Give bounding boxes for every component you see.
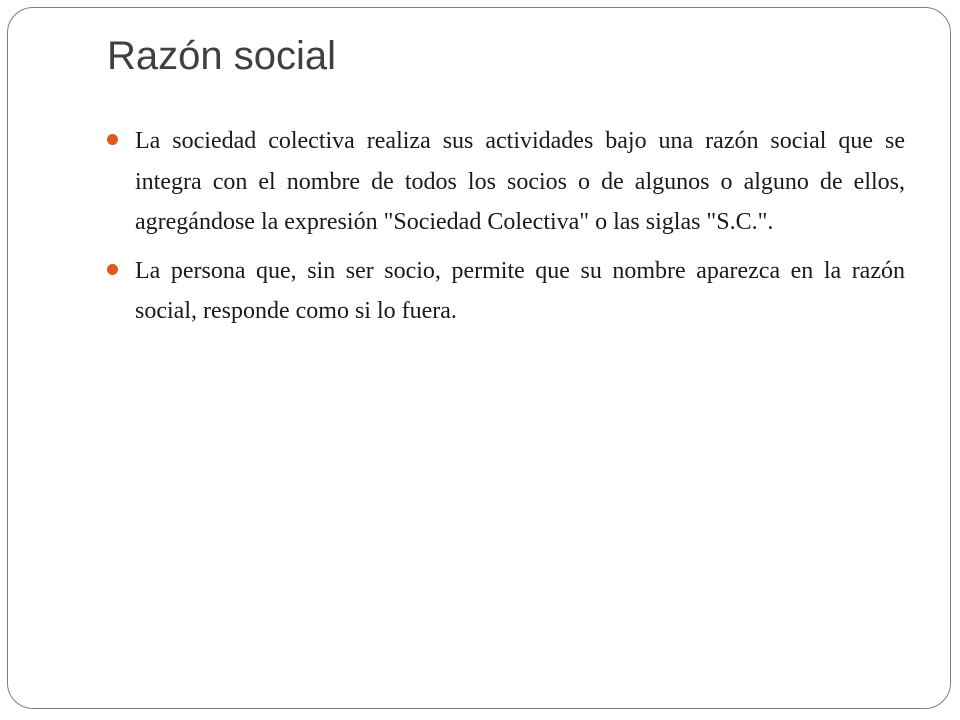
bullet-dot-icon xyxy=(107,264,118,275)
bullet-item xyxy=(105,251,905,332)
slide-title: Razón social xyxy=(107,34,337,78)
bullet-dot-icon xyxy=(107,134,118,145)
bullet-list xyxy=(105,121,905,340)
bullet-text: La sociedad colectiva realiza sus actividades bajo una razón social que se integra con el nombre de todos los socios o de algunos o alguno de ellos, agregándose la expresión "Sociedad Colectiva" o las siglas "S.C.". xyxy=(135,128,905,235)
slide-frame xyxy=(7,7,951,709)
bullet-text: La persona que, sin ser socio, permite que su nombre aparezca en la razón social, responde como si lo fuera. xyxy=(135,257,905,324)
bullet-item xyxy=(105,121,905,243)
